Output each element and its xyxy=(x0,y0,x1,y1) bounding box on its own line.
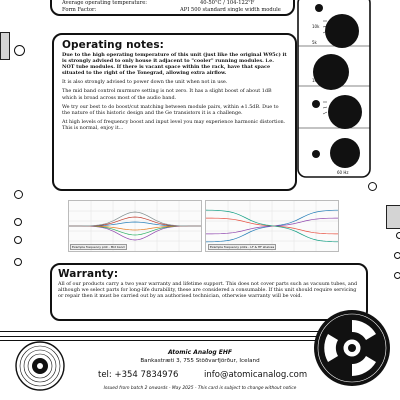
left-side-tab xyxy=(0,32,10,60)
spec-value-form-factor xyxy=(180,7,281,13)
panel-label-60hz: 60 Hz xyxy=(337,170,349,175)
left-reel-emblem xyxy=(14,340,66,392)
right-side-tab xyxy=(386,205,400,229)
mid-band-plot-caption: Example frequency plot - Mid band xyxy=(72,245,125,249)
spec-label: Average operating temperature: xyxy=(62,0,148,6)
lf-knob xyxy=(328,95,362,129)
hf-knob xyxy=(325,14,359,48)
binding-hole xyxy=(396,232,400,239)
operating-notes-paragraph: It is also strongly advised to power down the unit when not in use. xyxy=(62,79,228,86)
shelf-plot-caption: Example frequency plots - LF & HF shelves xyxy=(210,245,275,249)
warranty-title: Warranty: xyxy=(58,268,119,280)
company-name: Atomic Analog EHF xyxy=(167,349,232,356)
company-address: Bankastræti 3, 755 Stöðvarfjörður, Iceland xyxy=(140,358,260,364)
divider-line xyxy=(0,331,320,332)
binding-hole xyxy=(394,272,400,279)
panel-label-10k: 10k xyxy=(312,24,320,29)
binding-hole xyxy=(14,190,23,199)
small-knob xyxy=(312,150,320,158)
issue-note: Issued from batch 2 onwards - May 2025 - This card is subject to change without notice xyxy=(103,386,297,391)
spec-label: Form Factor: xyxy=(62,7,97,13)
spec-value-temperature xyxy=(200,0,254,6)
operating-notes-paragraph: At high levels of frequency boost and input level you may experience harmonic distortion. This is normal, enjoy it... xyxy=(62,118,286,131)
binding-hole xyxy=(14,45,25,56)
operating-notes-paragraph: The mid band control murmure setting is not zero. It has a slight boost of about 1dB which is broad across most of the audio band. xyxy=(62,88,272,101)
divider-line xyxy=(0,336,320,337)
spec-value: API 500 standard single width module xyxy=(180,7,281,13)
panel-label-5k: 5k xyxy=(312,40,317,45)
spec-value: 40-50°C / 104-122°F xyxy=(200,0,255,6)
small-knob xyxy=(315,4,323,12)
operating-notes-paragraph: We try our best to do boost/cut matching between module pairs, within ±1.5dB. Due to the nature of this historic design and the Ge transistors it is a challenge. xyxy=(62,103,279,116)
operating-notes-box xyxy=(52,33,297,191)
spec-row-temperature xyxy=(62,0,147,6)
spec-row-form-factor xyxy=(62,7,96,13)
operating-notes-warning: Due to the high operating temperature of this unit (just like the original W95c) it is strongly advised to only house it adjacent to "cooler" running modules. i.e. NOT tube modules. If there is vacant space within the rack, have that space situated to the right of the Tonegrad, allowing extra airflow. xyxy=(62,52,287,77)
panel-label-1k: 1k xyxy=(312,78,317,83)
binding-hole xyxy=(14,236,22,244)
gain-knob xyxy=(330,138,360,168)
warranty-text: All of our products carry a two year warranty and lifetime support. This does not cover parts such as vacuum tubes, and although we select parts for long-life durability, these are considered a consumable. If this unit should require servicing or repair then it must be carried out by an authorised technician, otherwise warranty will be void. xyxy=(58,281,358,300)
mid-knob xyxy=(313,54,349,90)
company-email: info@atomicanalog.com xyxy=(204,370,308,380)
operating-notes-title: Operating notes: xyxy=(62,39,164,51)
company-phone: tel: +354 7834976 xyxy=(98,370,179,380)
binding-hole xyxy=(14,218,22,226)
binding-hole xyxy=(14,258,22,266)
small-knob xyxy=(312,100,320,108)
binding-hole xyxy=(394,252,400,259)
